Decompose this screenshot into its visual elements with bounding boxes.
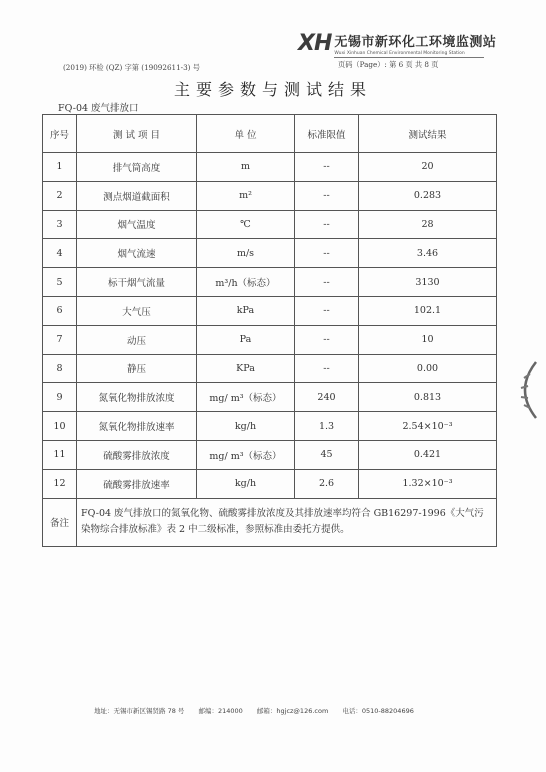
table-row [43,469,497,498]
header-item: 测 试 项 目 [77,115,197,153]
cell-unit: ℃ [197,210,295,239]
table-row [43,210,497,239]
note-label: 备注 [43,498,77,546]
cell-item: 动压 [77,325,197,354]
cell-limit: -- [295,354,359,383]
note-text: FQ-04 废气排放口的氮氧化物、硫酸雾排放浓度及其排放速率均符合 GB16297-1996《大气污染物综合排放标准》表 2 中二级标准，参照标准由委托方提供。 [77,498,497,546]
table-row [43,412,497,441]
table-row [43,440,497,469]
footer-postcode: 邮编：214000 [198,707,243,715]
cell-no: 3 [43,210,77,239]
header-rule [334,57,484,58]
cell-unit: m/s [197,239,295,268]
cell-limit: -- [295,153,359,182]
note-row [43,498,497,546]
table-body [43,153,497,547]
cell-unit: KPa [197,354,295,383]
cell-result: 3130 [359,268,497,297]
cell-item: 氮氧化物排放速率 [77,412,197,441]
footer-email: 邮箱：hgjcz@126.com [256,707,329,715]
table-row [43,181,497,210]
table-row [43,296,497,325]
table-row [43,239,497,268]
cell-result: 0.283 [359,181,497,210]
cell-no: 6 [43,296,77,325]
footer [94,706,426,715]
cell-item: 标干烟气流量 [77,268,197,297]
page-title: 主要参数与测试结果 [173,80,372,99]
cell-no: 9 [43,383,77,412]
cell-unit: m² [197,181,295,210]
header-limit: 标准限值 [295,115,359,153]
cell-result: 0.813 [359,383,497,412]
results-table [42,114,497,547]
cell-result: 20 [359,153,497,182]
cell-item: 静压 [77,354,197,383]
table-row [43,268,497,297]
cell-item: 排气筒高度 [77,153,197,182]
cell-no: 8 [43,354,77,383]
station-logo [298,30,496,56]
table-row [43,354,497,383]
cell-limit: 240 [295,383,359,412]
cell-item: 大气压 [77,296,197,325]
cell-unit: kg/h [197,412,295,441]
logo-name-cn: 无锡市新环化工环境监测站 [334,34,497,50]
cell-unit: mg/ m³（标态） [197,440,295,469]
table-header-row [43,115,497,153]
cell-limit: 1.3 [295,412,359,441]
cell-limit: -- [295,296,359,325]
cell-unit: kg/h [197,469,295,498]
cell-item: 烟气温度 [77,210,197,239]
cell-limit: 2.6 [295,469,359,498]
cell-item: 硫酸雾排放浓度 [77,440,197,469]
cell-result: 3.46 [359,239,497,268]
cell-no: 2 [43,181,77,210]
cell-no: 12 [43,469,77,498]
cell-limit: -- [295,210,359,239]
cell-result: 2.54×10⁻³ [359,412,497,441]
cell-unit: m³/h（标态） [197,268,295,297]
cell-no: 11 [43,440,77,469]
footer-phone: 电话：0510-88204696 [342,707,414,715]
cell-result: 28 [359,210,497,239]
cell-result: 10 [359,325,497,354]
section-label: FQ-04 废气排放口 [58,103,139,114]
cell-item: 烟气流速 [77,239,197,268]
table-row [43,153,497,182]
cell-no: 5 [43,268,77,297]
cell-no: 4 [43,239,77,268]
table-row [43,383,497,412]
cell-limit: -- [295,239,359,268]
footer-address: 地址：无锡市新区锡贤路 78 号 [94,707,185,715]
table-row [43,325,497,354]
cell-limit: -- [295,181,359,210]
cell-unit: mg/ m³（标态） [197,383,295,412]
cell-result: 0.421 [359,440,497,469]
cell-item: 测点烟道截面积 [77,181,197,210]
cell-unit: m [197,153,295,182]
cell-item: 氮氧化物排放浓度 [77,383,197,412]
logo-mark: XH [298,30,332,56]
cell-item: 硫酸雾排放速率 [77,469,197,498]
header-result: 测试结果 [359,115,497,153]
logo-text [334,31,496,56]
cell-result: 102.1 [359,296,497,325]
page-number: 页码（Page）: 第 6 页 共 8 页 [338,60,439,69]
cell-result: 0.00 [359,354,497,383]
cell-no: 7 [43,325,77,354]
report-number: (2019) 环检 (QZ) 字第 (19092611-3) 号 [63,63,200,72]
logo-name-en: Wuxi Xinhuan Chemical Environmental Monitoring Station [334,50,465,56]
cell-limit: -- [295,268,359,297]
cell-unit: Pa [197,325,295,354]
cell-limit: -- [295,325,359,354]
cell-no: 10 [43,412,77,441]
cell-limit: 45 [295,440,359,469]
seal-stamp-edge [508,360,538,420]
cell-unit: kPa [197,296,295,325]
cell-no: 1 [43,153,77,182]
cell-result: 1.32×10⁻³ [359,469,497,498]
header-unit: 单 位 [197,115,295,153]
header-no: 序号 [43,115,77,153]
